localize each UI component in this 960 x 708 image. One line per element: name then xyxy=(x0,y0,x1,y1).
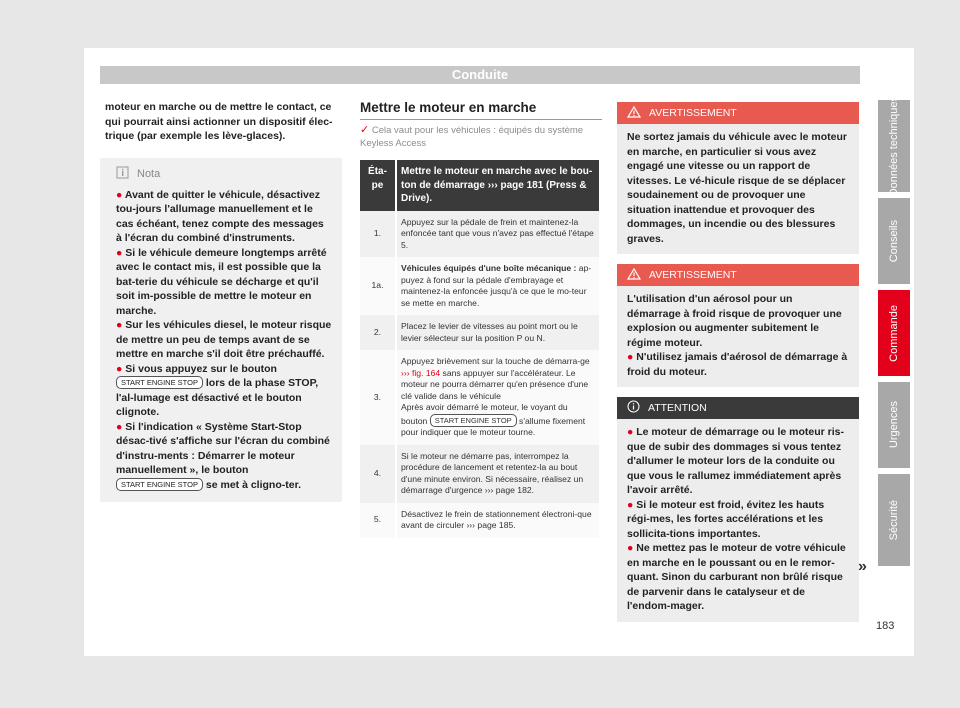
table-row: 1a. Véhicules équipés d'une boîte mécanique : ap-puyez à fond sur la pédale d'embrayage et maintenez-la enfoncée jusqu'à ce que le mo-teur se mette en marche. xyxy=(360,257,599,315)
middle-column xyxy=(360,100,602,538)
right-column xyxy=(617,102,859,622)
table-row: 4. Si le moteur ne démarre pas, interrompez la procédure de lancement et retentez-la au bout d'une minute environ. Si nécessaire, réalisez un démarrage d'urgence ››› page 182. xyxy=(360,445,599,503)
page-header: Conduite xyxy=(100,66,860,84)
page-number: 183 xyxy=(876,620,895,632)
tab-securite[interactable]: Sécurité xyxy=(878,474,910,566)
tab-conseils[interactable]: Conseils xyxy=(878,198,910,284)
warning-icon xyxy=(627,268,641,283)
start-engine-key: START ENGINE STOP xyxy=(430,414,517,427)
attention-body: ● Le moteur de démarrage ou le moteur ris-que de subir des dommages si vous tentez d'allumer le moteur lors de la conduite ou que vous le rallumez immédiatement après l'avoir arrêté. ● Si le moteur est froid, évitez les hauts régi-mes, les fortes accélérations et les sollicita-tions importantes. ● Ne mettez pas le moteur de votre véhicule en marche en le poussant ou en le remor-quant. Sinon du carburant non brûlé risque de parvenir dans le catalyseur et de l'endom-mager. xyxy=(617,419,859,622)
warning-header: AVERTISSEMENT xyxy=(617,264,859,286)
intro-text: moteur en marche ou de mettre le contact, ce qui pourrait ainsi actionner un dispositif élec-trique (par exemple les lève-glaces). xyxy=(105,101,333,142)
table-row: 5. Désactivez le frein de stationnement électroni-que avant de circuler ››› page 185. xyxy=(360,503,599,538)
attention-box xyxy=(617,397,859,622)
warning-header: AVERTISSEMENT xyxy=(617,102,859,124)
condition-text: ✓ Cela vaut pour les véhicules : équipés du système Keyless Access xyxy=(360,124,584,149)
attention-header: ATTENTION xyxy=(617,397,859,419)
warning-box xyxy=(617,102,859,254)
note-item: ● Si l'indication « Système Start-Stop désac-tivé s'affiche sur l'écran du combiné d'instru-ments : Démarrer le moteur manuellement », le bouton START ENGINE STOP se met à cligno-ter. xyxy=(116,420,330,491)
start-engine-key: START ENGINE STOP xyxy=(116,376,203,389)
warning-box xyxy=(617,264,859,387)
steps-table xyxy=(360,160,599,538)
table-header-text: Mettre le moteur en marche avec le bou-ton de démarrage ››› page 181 (Press & Drive). xyxy=(396,160,599,211)
tab-commande[interactable]: Commande xyxy=(878,290,910,376)
continue-arrow-icon: » xyxy=(858,558,867,575)
warning-body: Ne sortez jamais du véhicule avec le moteur en marche, en particulier si vous avez engagé une vitesse ou un rapport de vitesses. Le vé-hicule risque de se déplacer soudainement ou de provoquer une situation inattendue et provoquer des dommages, un incendie ou des blessures graves. xyxy=(617,124,859,254)
table-header-step: Éta-pe xyxy=(360,160,396,211)
check-icon: ✓ xyxy=(360,124,370,136)
warning-icon xyxy=(627,106,641,121)
note-title: Nota xyxy=(137,167,161,180)
section-tabs xyxy=(878,95,910,572)
note-item: ● Sur les véhicules diesel, le moteur risque de mettre un peu de temps avant de se mettre en marche s'il doit être préchauffé. xyxy=(116,319,332,360)
table-row: 1. Appuyez sur la pédale de frein et maintenez-la enfoncée tant que vous n'avez pas effectué l'étape 5. xyxy=(360,211,599,258)
tab-urgences[interactable]: Urgences xyxy=(878,382,910,468)
figure-link[interactable]: ››› fig. 164 xyxy=(401,367,441,378)
note-box xyxy=(100,158,342,503)
table-row: 2. Placez le levier de vitesses au point mort ou le levier sélecteur sur la position P ou N. xyxy=(360,315,599,350)
note-item: ● Si vous appuyez sur le bouton START ENGINE STOP lors de la phase STOP, l'al-lumage est désactivé et le bouton clignote. xyxy=(116,362,319,418)
info-icon xyxy=(116,166,129,182)
section-title: Mettre le moteur en marche xyxy=(360,100,602,120)
warning-body: L'utilisation d'un aérosol pour un démarrage à froid risque de provoquer une explosion ou augmenter subitement le régime moteur. ● N'utilisez jamais d'aérosol de démarrage à froid du moteur. xyxy=(617,286,859,387)
note-header xyxy=(100,158,342,188)
left-column xyxy=(100,100,342,502)
tab-donnees-techniques[interactable]: Données techniques xyxy=(878,100,910,192)
info-icon xyxy=(627,400,640,416)
note-item: ● Si le véhicule demeure longtemps arrêté avec le contact mis, il est possible que la bat-terie du véhicule se décharge et qu'il soit im-possible de mettre le moteur en marche. xyxy=(116,246,327,317)
start-engine-key: START ENGINE STOP xyxy=(116,478,203,491)
table-row: 3. Appuyez brièvement sur la touche de démarra-ge ››› fig. 164 sans appuyer sur l'accélérateur. Le moteur ne pourra démarrer qu'en présence d'une clé valide dans le véhicule Après avoir démarré le moteur, le voyant du bouton START ENGINE STOP s'allume fixement pour indiquer que le moteur tourne. xyxy=(360,350,599,445)
note-item: ● Avant de quitter le véhicule, désactivez tou-jours l'allumage manuellement et le cas échéant, tenez compte des messages à l'écran du combiné d'instruments. xyxy=(116,188,324,244)
note-body xyxy=(100,188,342,503)
